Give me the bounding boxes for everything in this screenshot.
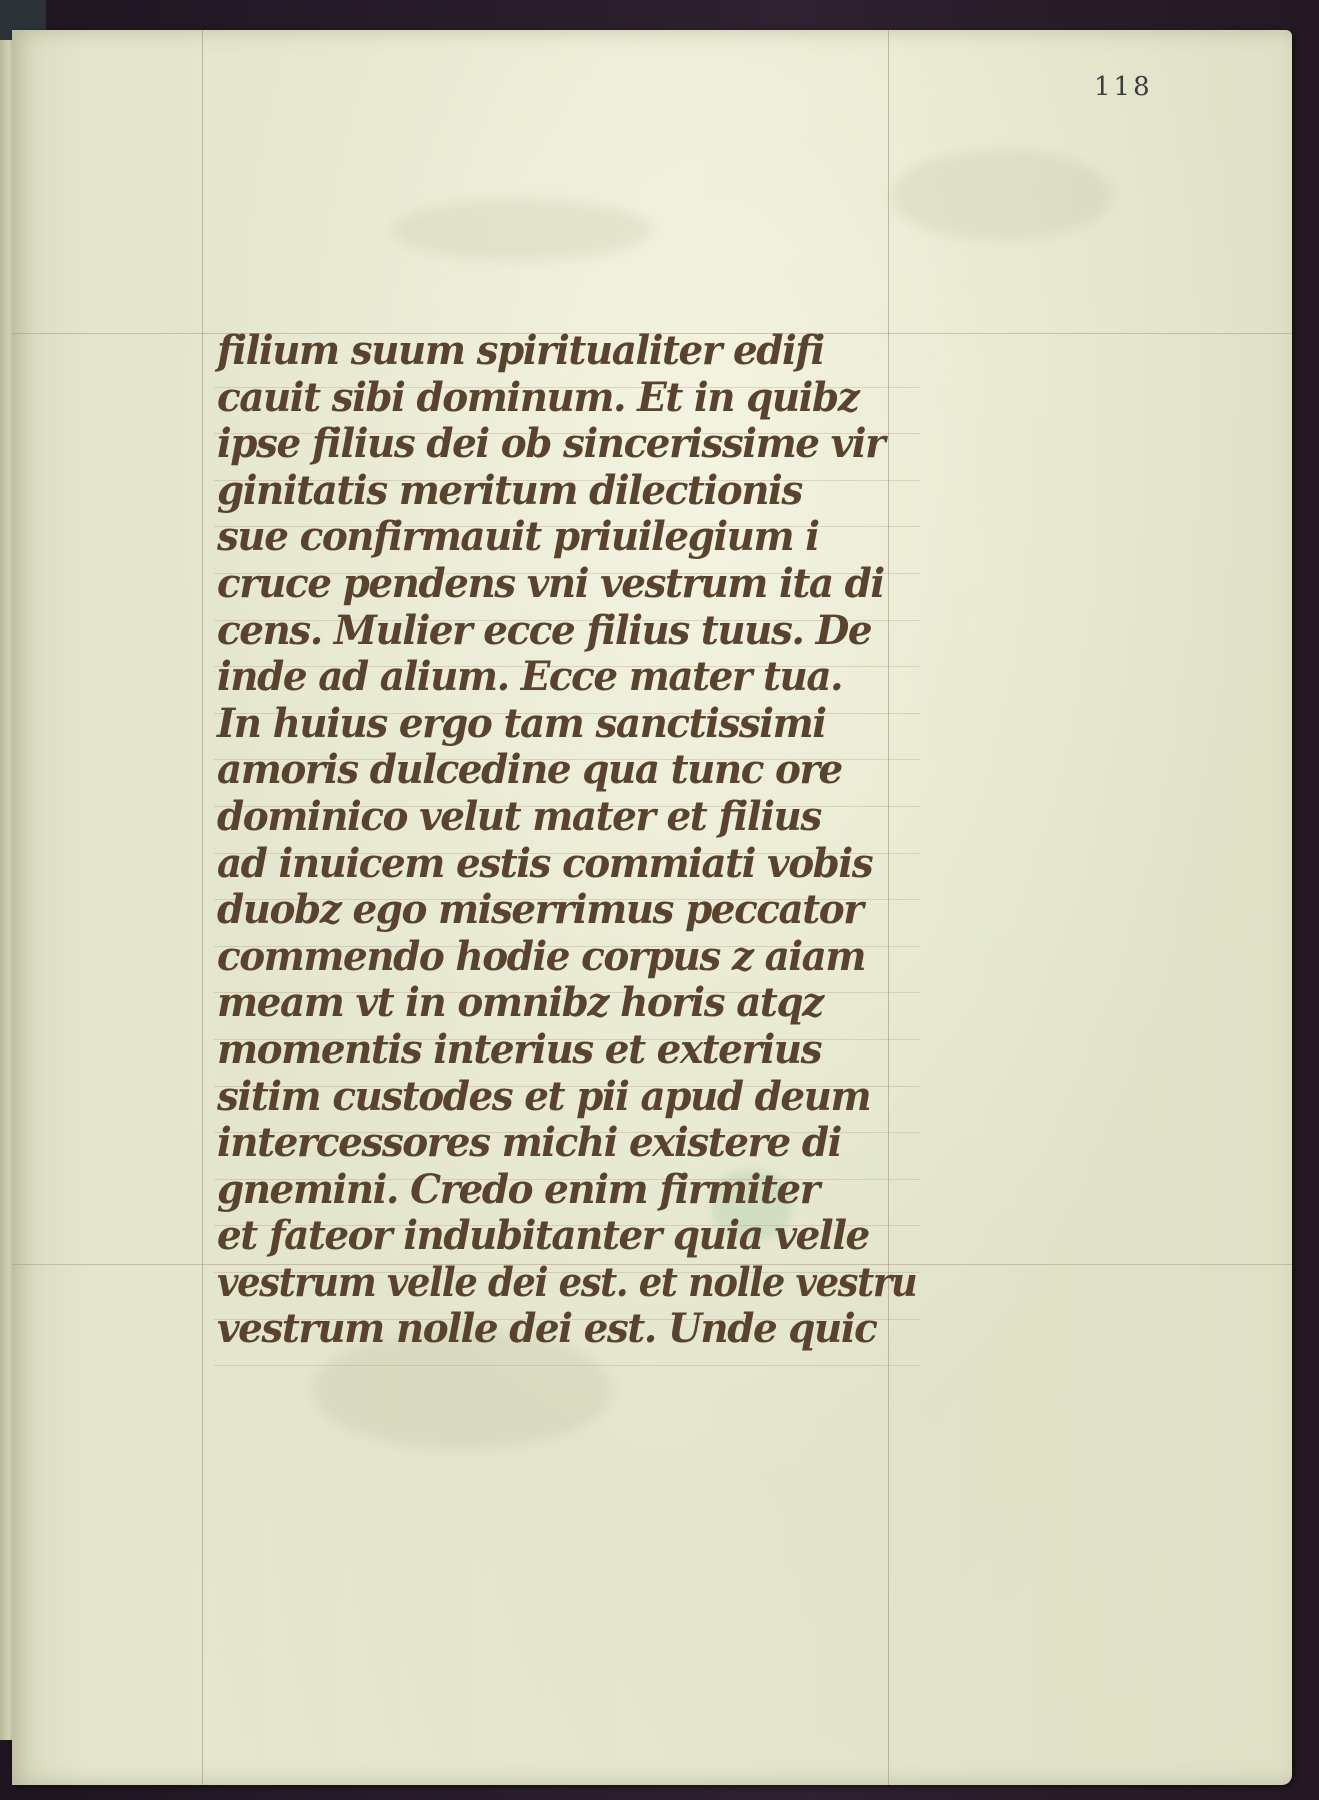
text-line: ad inuicem estis commiati vobis xyxy=(217,839,873,887)
parchment-stain xyxy=(392,200,652,260)
recto-page xyxy=(12,30,1292,1785)
text-line: intercessores michi existere di xyxy=(217,1119,841,1167)
text-rule-line xyxy=(214,1365,920,1366)
text-line: dominico velut mater et filius xyxy=(217,792,821,840)
text-line: cens. Mulier ecce filius tuus. De xyxy=(217,606,872,654)
text-line: duobz ego miserrimus peccator xyxy=(217,886,863,934)
manuscript-text-block xyxy=(217,328,937,1353)
text-line: In huius ergo tam sanctissimi xyxy=(217,699,826,747)
text-line: ginitatis meritum dilectionis xyxy=(217,466,802,514)
text-line: inde ad alium. Ecce mater tua. xyxy=(217,653,843,701)
folio-number: 118 xyxy=(1094,72,1153,102)
text-line: sitim custodes et pii apud deum xyxy=(217,1072,871,1120)
text-line: filium suum spiritualiter edifi xyxy=(217,327,824,374)
text-line: ipse filius dei ob sincerissime vir xyxy=(217,420,885,468)
parchment-stain xyxy=(892,150,1112,240)
text-line: amoris dulcedine qua tunc ore xyxy=(217,746,842,794)
text-line: cauit sibi dominum. Et in quibz xyxy=(217,373,859,421)
text-line: cruce pendens vni vestrum ita di xyxy=(217,559,884,607)
text-line: meam vt in omnibz horis atqz xyxy=(217,979,823,1027)
text-line: et fateor indubitanter quia velle xyxy=(217,1212,869,1260)
text-line: sue confirmauit priuilegium i xyxy=(217,513,819,561)
text-line: momentis interius et exterius xyxy=(217,1025,822,1073)
text-line: vestrum nolle dei est. Unde quic xyxy=(217,1305,877,1353)
text-line: vestrum velle dei est. et nolle vestru xyxy=(217,1258,917,1306)
ruling-vertical-left xyxy=(202,30,203,1785)
text-line: commendo hodie corpus z aiam xyxy=(217,932,866,980)
text-line: gnemini. Credo enim firmiter xyxy=(217,1165,819,1213)
